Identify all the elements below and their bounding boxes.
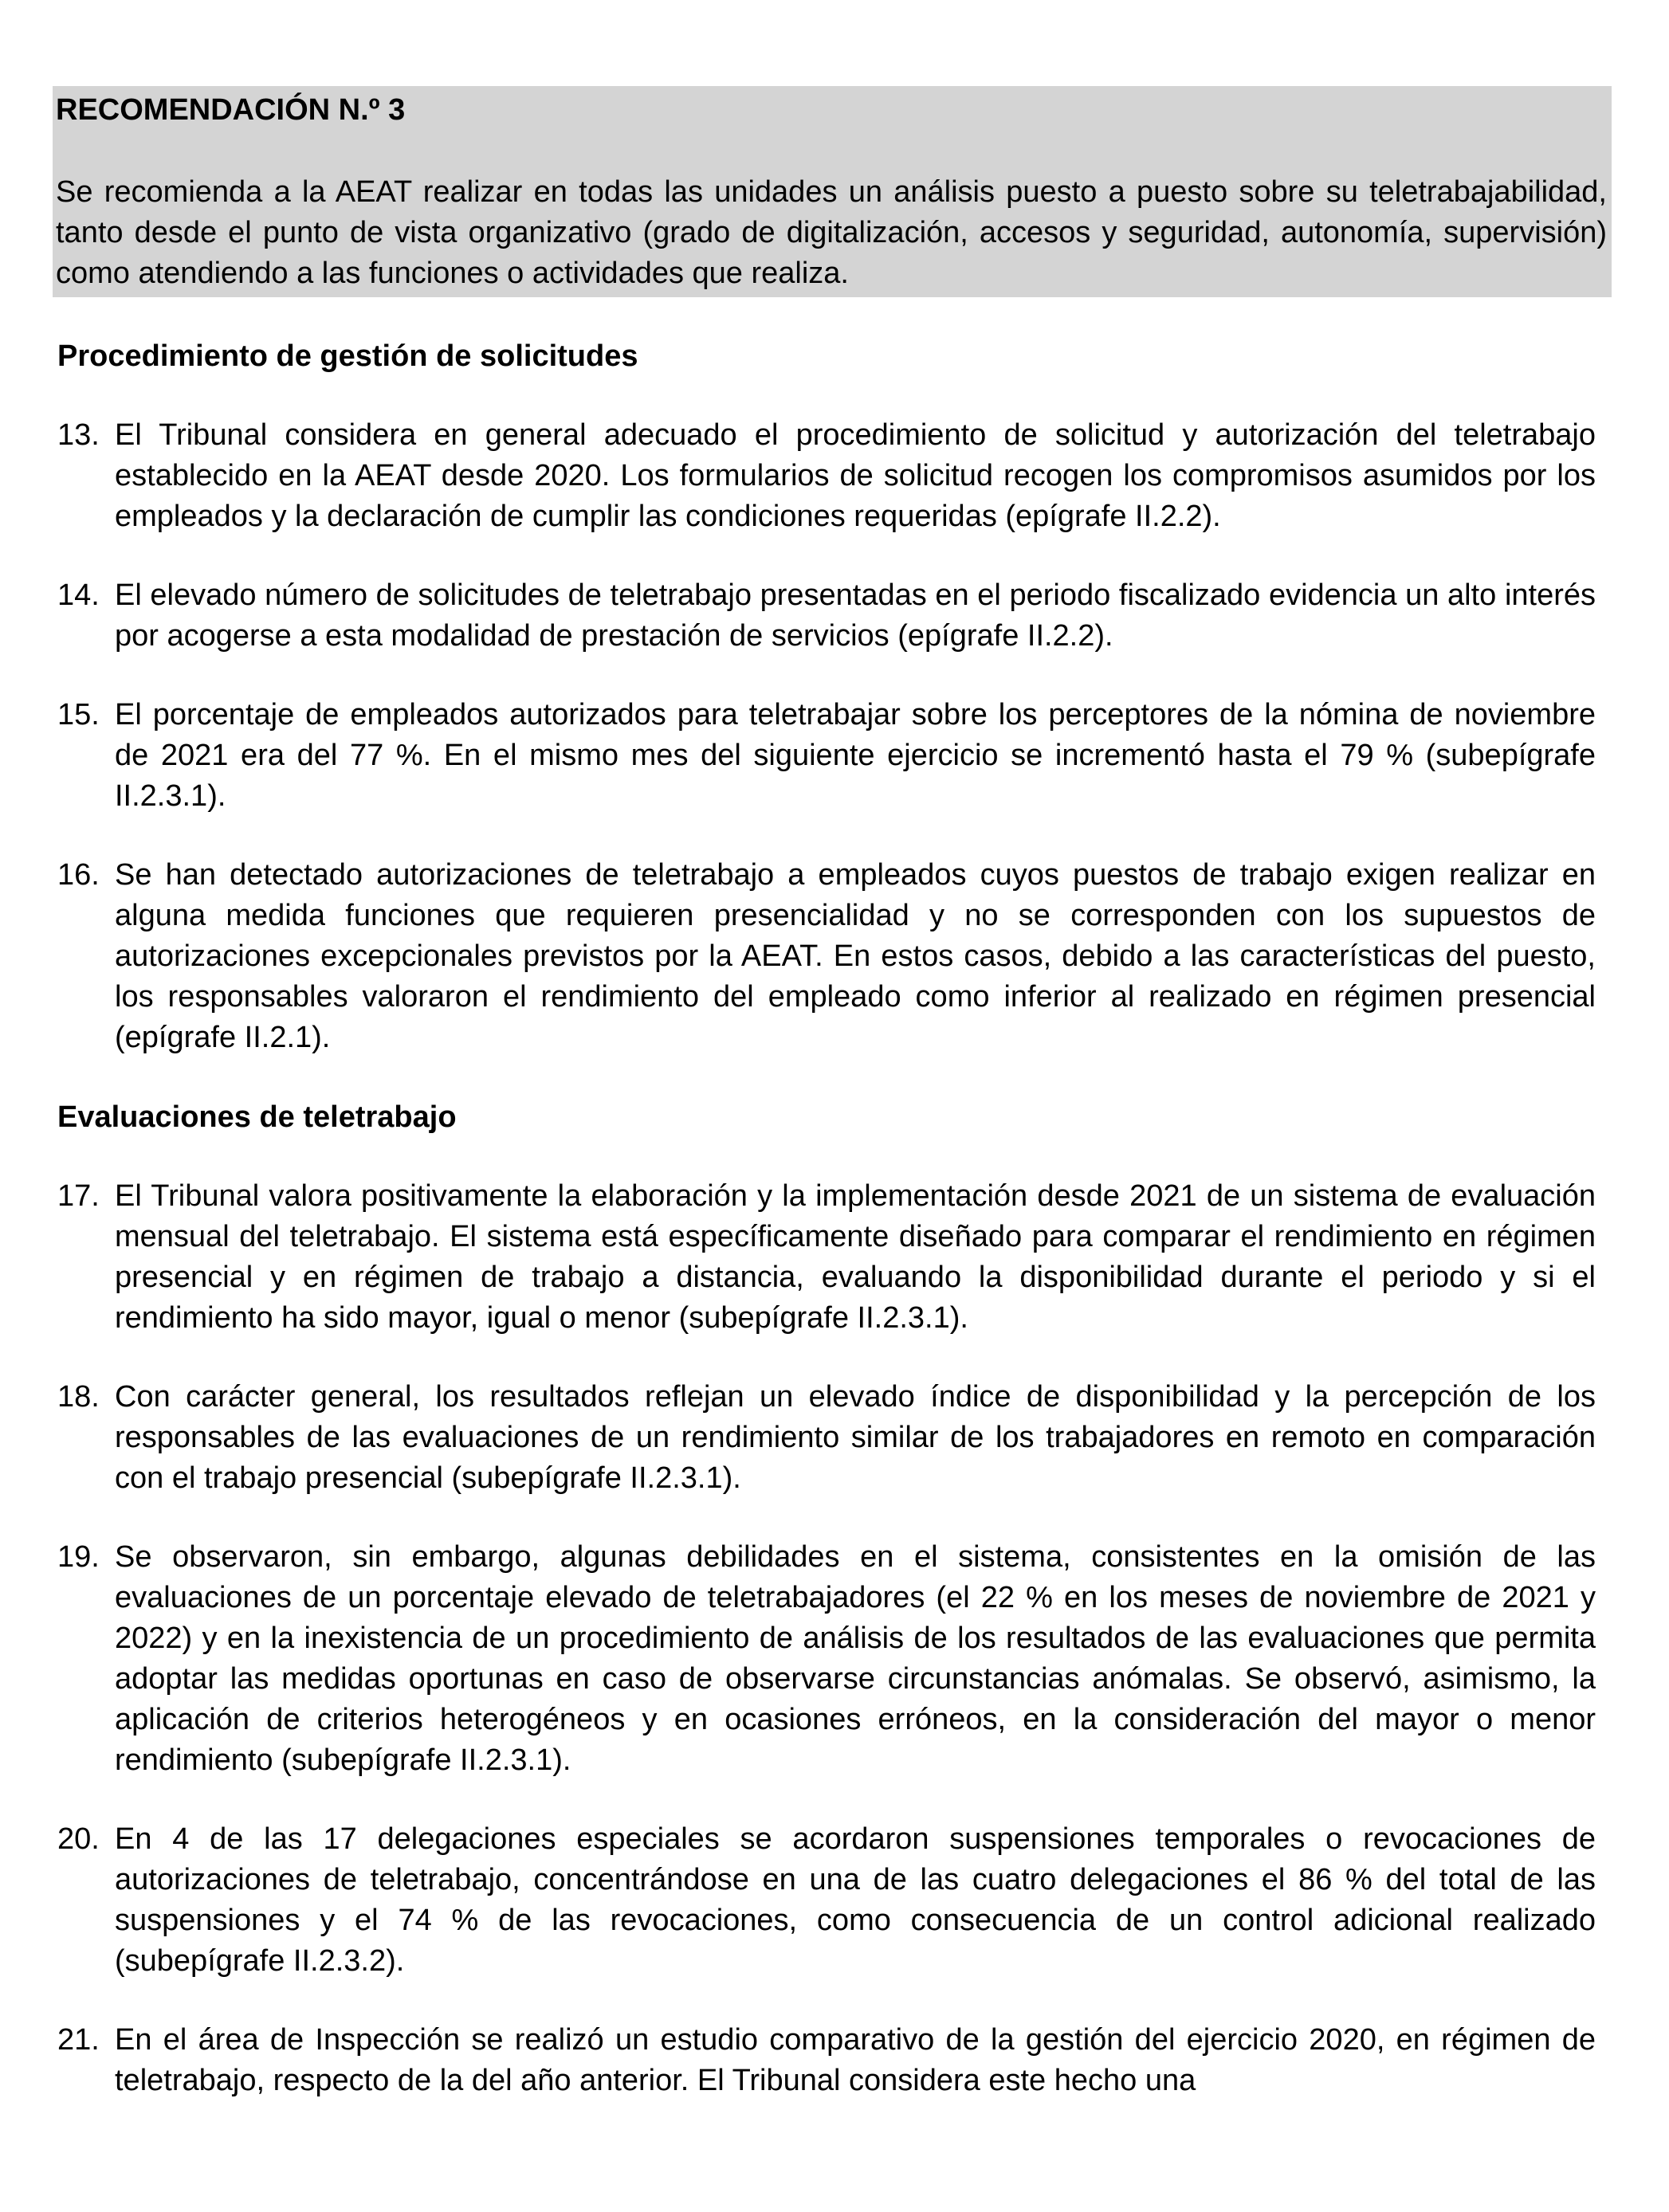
item-number: 17. [57,1179,100,1213]
recommendation-text: Se recomienda a la AEAT realizar en todas las unidades un análisis puesto a puesto sobre su teletrabajabilidad, tanto desde el punto de vista organizativo (grado de digitalización, accesos y seguridad, autonomía, supervisión) como atendiendo a las funciones o actividades que realiza. [56,175,1607,290]
item-number: 16. [57,858,100,892]
recommendation-box [53,86,1612,297]
item-text: En el área de Inspección se realizó un estudio comparativo de la gestión del ejercicio 2020, en régimen de teletrabajo, respecto de la del año anterior. El Tribunal considera este hecho una [115,2023,1596,2097]
item-number: 21. [57,2023,100,2057]
item-number: 20. [57,1822,100,1856]
item-number: 18. [57,1380,100,1414]
item-text: El porcentaje de empleados autorizados para teletrabajar sobre los perceptores de la nómina de noviembre de 2021 era del 77 %. En el mismo mes del siguiente ejercicio se incrementó hasta el 79 % (subepígrafe II.2.3.1). [115,698,1596,813]
item-text: En 4 de las 17 delegaciones especiales se acordaron suspensiones temporales o revocaciones de autorizaciones de teletrabajo, concentrándose en una de las cuatro delegaciones el 86 % del total de las suspensiones y el 74 % de las revocaciones, como consecuencia de un control adicional realizado (subepígrafe II.2.3.2). [115,1822,1596,1978]
list-item [57,695,1596,817]
document-page [56,86,1607,2101]
list-item [57,2020,1596,2101]
list-item [57,575,1596,657]
item-text: El elevado número de solicitudes de teletrabajo presentadas en el periodo fiscalizado evidencia un alto interés por acogerse a esta modalidad de prestación de servicios (epígrafe II.2.2). [115,578,1596,653]
list-item [57,1176,1596,1339]
list-item [57,855,1596,1058]
list-item [57,1377,1596,1499]
recommendation-title: RECOMENDACIÓN N.º 3 [56,93,406,127]
list-item [57,415,1596,537]
item-number: 19. [57,1540,100,1574]
item-number: 15. [57,698,100,731]
item-text: Se han detectado autorizaciones de teletrabajo a empleados cuyos puestos de trabajo exigen realizar en alguna medida funciones que requieren presencialidad y no se corresponden con los supuestos de autorizaciones excepcionales previstos por la AEAT. En estos casos, debido a las características del puesto, los responsables valoraron el rendimiento del empleado como inferior al realizado en régimen presencial (epígrafe II.2.1). [115,858,1596,1054]
item-text: Con carácter general, los resultados reflejan un elevado índice de disponibilidad y la percepción de los responsables de las evaluaciones de un rendimiento similar de los trabajadores en remoto en comparación con el trabajo presencial (subepígrafe II.2.3.1). [115,1380,1596,1495]
item-number: 14. [57,578,100,612]
section-heading-evaluaciones: Evaluaciones de teletrabajo [57,1100,457,1134]
item-text: Se observaron, sin embargo, algunas debilidades en el sistema, consistentes en la omisión de las evaluaciones de un porcentaje elevado de teletrabajadores (el 22 % en los meses de noviembre de 2021 y 2022) y en la inexistencia de un procedimiento de análisis de los resultados de las evaluaciones que permita adoptar las medidas oportunas en caso de observarse circunstancias anómalas. Se observó, asimismo, la aplicación de criterios heterogéneos y en ocasiones erróneos, en la consideración del mayor o menor rendimiento (subepígrafe II.2.3.1). [115,1540,1596,1777]
item-text: El Tribunal valora positivamente la elaboración y la implementación desde 2021 de un sistema de evaluación mensual del teletrabajo. El sistema está específicamente diseñado para comparar el rendimiento en régimen presencial y en régimen de trabajo a distancia, evaluando la disponibilidad durante el periodo y si el rendimiento ha sido mayor, igual o menor (subepígrafe II.2.3.1). [115,1179,1596,1335]
item-number: 13. [57,418,100,452]
list-item [57,1537,1596,1781]
list-item [57,1819,1596,1982]
section-heading-solicitudes: Procedimiento de gestión de solicitudes [57,339,638,373]
item-text: El Tribunal considera en general adecuado el procedimiento de solicitud y autorización del teletrabajo establecido en la AEAT desde 2020. Los formularios de solicitud recogen los compromisos asumidos por los empleados y la declaración de cumplir las condiciones requeridas (epígrafe II.2.2). [115,418,1596,533]
